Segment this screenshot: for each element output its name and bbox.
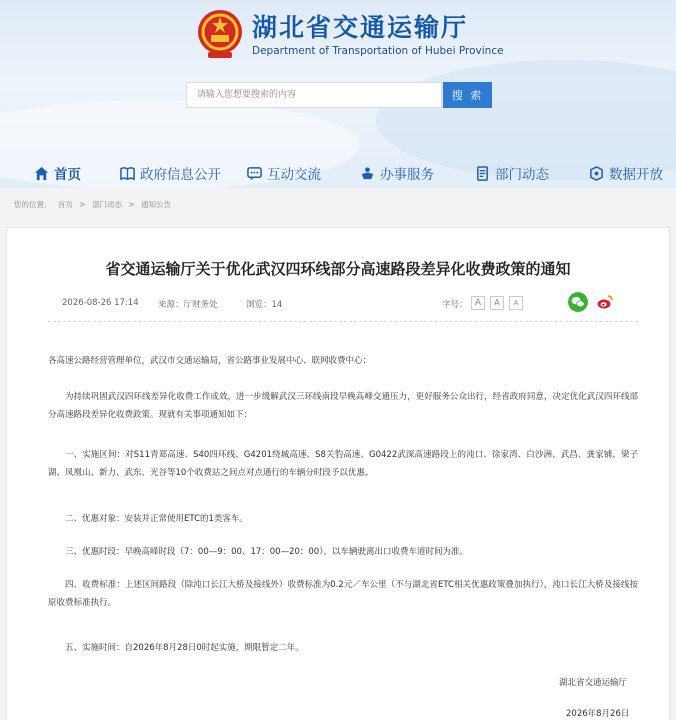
font-size-medium-button[interactable]: A bbox=[490, 296, 504, 310]
article-title: 省交通运输厅关于优化武汉四环线部分高速路段差异化收费政策的通知 bbox=[105, 260, 571, 278]
site-title: 湖北省交通运输厅 bbox=[252, 13, 469, 42]
nav-item-services[interactable] bbox=[360, 162, 434, 184]
breadcrumb-link-home[interactable]: 首页 bbox=[57, 200, 73, 209]
article-paragraph-salutation: 各高速公路经营管理单位，武汉市交通运输局，省公路事业发展中心、联网收费中心： bbox=[48, 356, 372, 366]
wechat-share-icon[interactable] bbox=[568, 292, 588, 312]
article-paragraph-intro: 为持续巩固武汉四环线差异化收费工作成效，进一步缓解武汉三环线南段早晚高峰交通压力，更好服务公众出行，经省政府同意，决定优化武汉四环线部分高速路段差异化收费政策。现就有关事项通知如下： bbox=[48, 392, 638, 420]
search-input[interactable] bbox=[186, 82, 442, 108]
breadcrumb-link-dept-news[interactable]: 部门动态 bbox=[91, 200, 122, 209]
weibo-share-icon[interactable] bbox=[595, 292, 615, 312]
breadcrumb bbox=[14, 199, 175, 210]
signature-organization: 湖北省交通运输厅 bbox=[559, 678, 628, 688]
nav-item-open-data[interactable] bbox=[589, 162, 663, 184]
font-size-small-button[interactable]: A bbox=[509, 296, 523, 310]
nav-item-interaction[interactable] bbox=[247, 162, 321, 184]
nav-item-label: 互动交流 bbox=[267, 167, 321, 183]
breadcrumb-separator: > bbox=[128, 200, 135, 209]
nav-item-label: 数据开放 bbox=[609, 167, 663, 183]
article-source: 来源：厅财务处 bbox=[158, 300, 218, 310]
font-size-label: 字号： bbox=[442, 300, 468, 310]
document-icon bbox=[475, 166, 490, 181]
breadcrumb-link-notices[interactable]: 通知公告 bbox=[141, 200, 172, 209]
site-subtitle: Department of Transportation of Hubei Province bbox=[252, 45, 504, 57]
font-size-large-button[interactable]: A bbox=[471, 296, 485, 310]
nav-item-gov-info[interactable] bbox=[120, 162, 221, 184]
nav-item-label: 政府信息公开 bbox=[140, 167, 221, 183]
nav-item-label: 部门动态 bbox=[495, 167, 549, 183]
meta-divider bbox=[48, 321, 638, 322]
home-icon bbox=[34, 166, 49, 181]
breadcrumb-separator: > bbox=[79, 200, 86, 209]
nav-item-label: 首页 bbox=[54, 167, 81, 183]
article-paragraph-section-1: 一、实施区间：对S11青郑高速、S40四环线、G4201绕城高速、S8关豹高速、G0422武深高速路段上的沌口、徐家湾、白沙洲、武昌、龚家铺、梁子湖、凤凰山、新力、武东、光谷等10个收费站之间点对点通行的车辆分时段予以优惠。 bbox=[48, 450, 638, 478]
signature-date: 2026年8月26日 bbox=[566, 709, 630, 719]
nav-item-dept-news[interactable] bbox=[475, 162, 549, 184]
article-paragraph-section-5: 五、实施时间：自2026年8月28日0时起实施，期限暂定二年。 bbox=[65, 643, 304, 653]
breadcrumb-prefix: 您的位置： bbox=[14, 200, 52, 209]
service-icon bbox=[360, 166, 375, 181]
search-button[interactable]: 搜 索 bbox=[443, 82, 492, 108]
article-paragraph-section-4: 四、收费标准：上述区间路段（除沌口长江大桥及接线外）收费标准为0.2元／车公里（不与湖北省ETC相关优惠政策叠加执行），沌口长江大桥及接线按原收费标准执行。 bbox=[48, 580, 638, 608]
nav-item-label: 办事服务 bbox=[380, 167, 434, 183]
main-nav bbox=[0, 156, 676, 188]
nav-item-home[interactable] bbox=[34, 162, 81, 184]
article-paragraph-section-3: 三、优惠时段：早晚高峰时段（7：00—9：00、17：00—20：00），以车辆驶离出口收费车道时间为准。 bbox=[65, 547, 468, 557]
chat-icon bbox=[247, 166, 262, 181]
article-date: 2026-08-26 17:14 bbox=[62, 298, 139, 308]
national-emblem-icon bbox=[196, 8, 244, 60]
data-icon bbox=[589, 166, 604, 181]
book-icon bbox=[120, 166, 135, 181]
article-paragraph-section-2: 二、优惠对象：安装并正常使用ETC的1类客车。 bbox=[65, 514, 248, 524]
article-views: 浏览：14 bbox=[246, 300, 283, 310]
